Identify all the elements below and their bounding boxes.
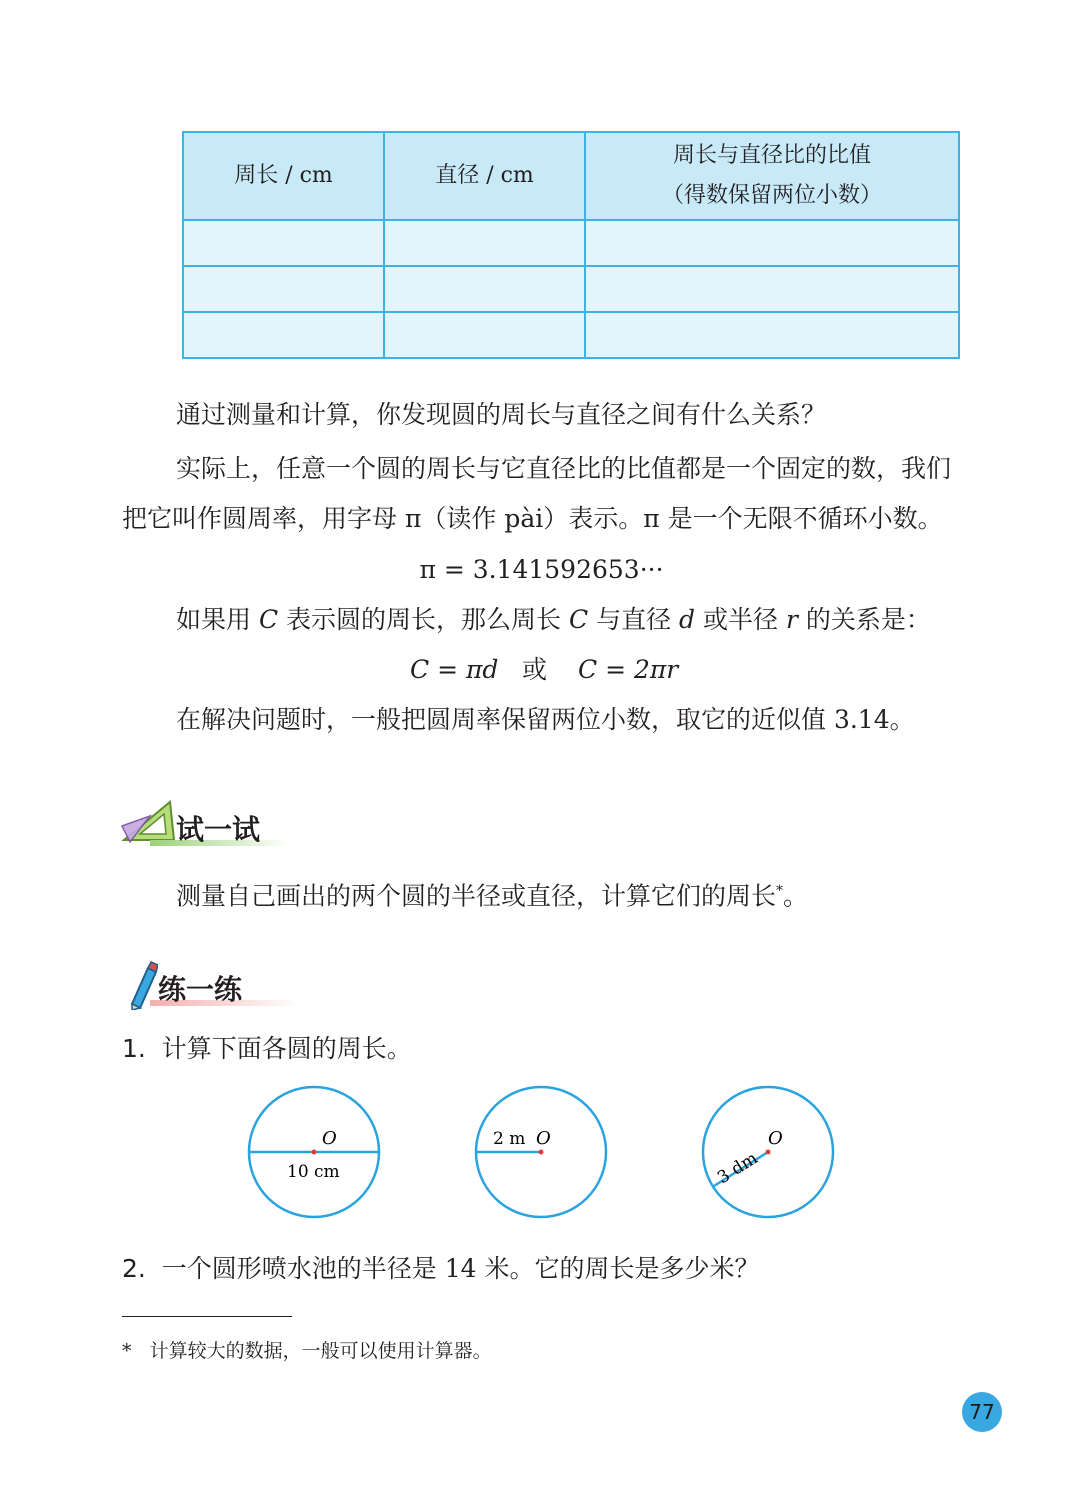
pi-paragraph-line2: 把它叫作圆周率，用字母 π（读作 pài）表示。π 是一个无限不循环小数。 <box>122 504 943 533</box>
try-title: 试一试 <box>176 813 261 846</box>
table-cell <box>384 266 585 312</box>
header-diameter: 直径 / cm <box>384 132 585 220</box>
pi-value: π = 3.141592653··· <box>419 555 664 584</box>
footnote-star: * <box>776 883 784 899</box>
practice-title: 练一练 <box>158 973 243 1006</box>
circle-2-center-label: O <box>536 1128 551 1149</box>
table-row <box>183 266 959 312</box>
table-cell <box>183 266 384 312</box>
approximation-paragraph: 在解决问题时，一般把圆周率保留两位小数，取它的近似值 3.14。 <box>176 705 915 734</box>
header-ratio-line2: （得数保留两位小数） <box>661 183 882 208</box>
formula-diameter: C = πd <box>410 655 499 684</box>
circle-3-center <box>766 1150 771 1155</box>
table-cell <box>585 266 959 312</box>
header-ratio <box>585 132 959 220</box>
triangle-ruler-icon <box>120 796 180 846</box>
footnote-divider <box>122 1316 292 1317</box>
question-1: 1. 计算下面各圆的周长。 <box>122 1034 412 1063</box>
header-ratio-line1: 周长与直径比的比值 <box>672 143 871 168</box>
question-2: 2. 一个圆形喷水池的半径是 14 米。它的周长是多少米？ <box>122 1254 760 1283</box>
formula-intro: 如果用 C 表示圆的周长，那么周长 C 与直径 d 或半径 r 的关系是： <box>176 605 931 634</box>
page-number-badge: 77 <box>962 1392 1002 1432</box>
header-circumference: 周长 / cm <box>183 132 384 220</box>
table-cell <box>585 312 959 358</box>
circle-2-center <box>539 1150 544 1155</box>
circle-1-center-label: O <box>322 1128 337 1149</box>
circle-2-measure: 2 m <box>493 1129 526 1149</box>
table-cell <box>183 220 384 266</box>
circle-1-measure: 10 cm <box>287 1162 340 1182</box>
table-row <box>183 312 959 358</box>
table-cell <box>585 220 959 266</box>
pi-paragraph-line1: 实际上，任意一个圆的周长与它直径比的比值都是一个固定的数，我们 <box>176 454 952 483</box>
circles-figure <box>240 1080 840 1225</box>
table-cell <box>183 312 384 358</box>
table-cell <box>384 220 585 266</box>
formula-radius: C = 2πr <box>578 655 679 684</box>
question-paragraph: 通过测量和计算，你发现圆的周长与直径之间有什么关系？ <box>176 400 827 429</box>
circle-3-center-label: O <box>768 1128 783 1149</box>
table-header-row <box>183 132 959 220</box>
formula-or: 或 <box>522 655 548 684</box>
circle-3-measure: 3 dm <box>714 1148 762 1189</box>
data-table <box>182 131 960 359</box>
table-cell <box>384 312 585 358</box>
table-row <box>183 220 959 266</box>
footnote: * 计算较大的数据，一般可以使用计算器。 <box>122 1340 492 1362</box>
circle-1-center <box>312 1150 317 1155</box>
try-text: 测量自己画出的两个圆的半径或直径，计算它们的周长*。 <box>176 881 809 911</box>
